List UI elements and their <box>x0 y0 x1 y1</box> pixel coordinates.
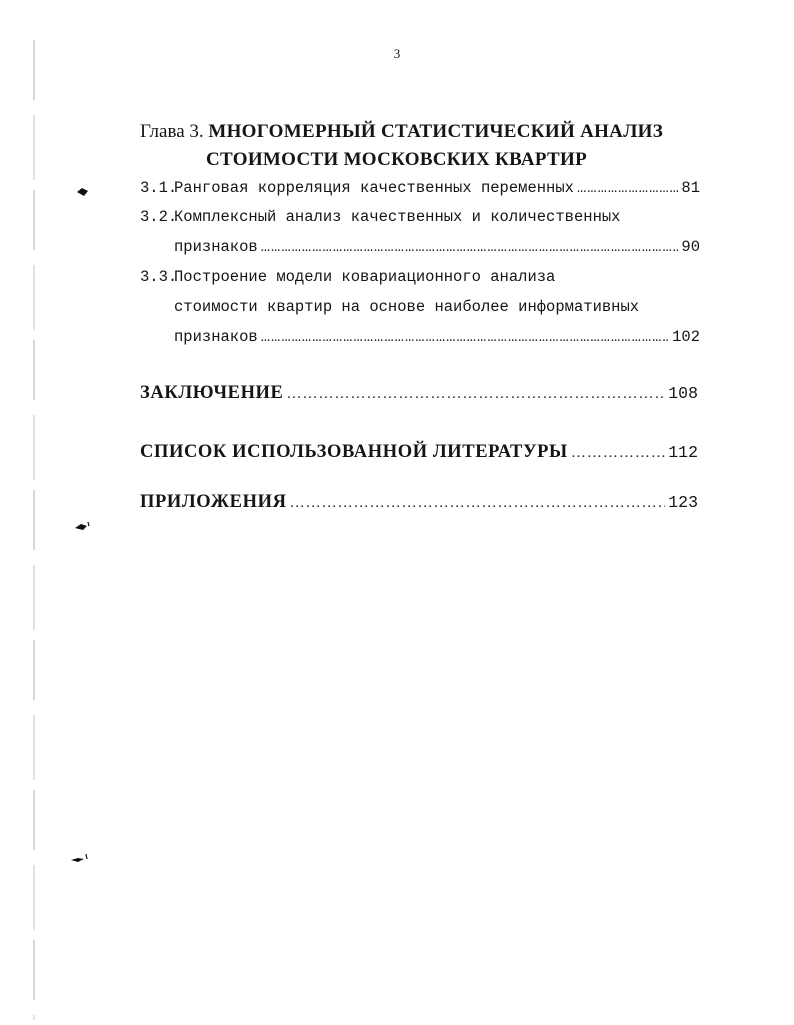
chapter-title-line1: МНОГОМЕРНЫЙ СТАТИСТИЧЕСКИЙ АНАЛИЗ <box>208 121 664 142</box>
scan-edge-line <box>33 40 35 1020</box>
toc-section-title: СПИСОК ИСПОЛЬЗОВАННОЙ ЛИТЕРАТУРЫ <box>140 442 568 462</box>
chapter-prefix: Глава 3. <box>140 121 204 142</box>
toc-item-number: 3.2. <box>140 208 178 226</box>
toc-leader-dots <box>571 440 665 466</box>
toc-section-page: 123 <box>668 493 698 512</box>
toc-section-page: 112 <box>668 443 698 462</box>
toc-item-page: 102 <box>672 328 700 346</box>
toc-section-title: ЗАКЛЮЧЕНИЕ <box>140 383 284 403</box>
toc-item-number: 3.3. <box>140 268 178 286</box>
toc-item-title: Построение модели ковариационного анализа <box>174 268 556 286</box>
toc-section-page: 108 <box>668 384 698 403</box>
page-number: 3 <box>393 46 401 61</box>
toc-item-title: Комплексный анализ качественных и количественных <box>174 208 621 226</box>
punch-mark-icon <box>74 520 88 532</box>
punch-mark-icon <box>70 852 84 864</box>
toc-section-appendices[interactable] <box>140 489 698 516</box>
chapter-title-line2: СТОИМОСТИ МОСКОВСКИХ КВАРТИР <box>206 149 588 170</box>
toc-item[interactable] <box>140 262 700 352</box>
toc-section-references[interactable] <box>140 439 698 466</box>
toc-item-number: 3.1. <box>140 179 178 197</box>
toc-leader-dots <box>577 173 678 203</box>
toc-leader-dots <box>261 232 679 262</box>
toc-leader-dots <box>261 322 669 352</box>
toc-item[interactable] <box>140 202 700 262</box>
toc-item-title: Ранговая корреляция качественных переменных <box>174 179 574 197</box>
toc-item[interactable] <box>140 173 700 203</box>
toc-item-title-continued: признаков <box>174 328 258 346</box>
toc-item-title-continued: стоимости квартир на основе наиболее информативных <box>174 298 640 316</box>
toc-item-page: 81 <box>681 179 700 197</box>
toc-leader-dots <box>290 490 666 516</box>
toc-leader-dots <box>287 381 666 407</box>
toc-item-title-continued: признаков <box>174 238 258 256</box>
punch-mark-icon <box>76 186 90 198</box>
toc-section-conclusion[interactable] <box>140 380 698 407</box>
toc-item-page: 90 <box>681 238 700 256</box>
toc-section-title: ПРИЛОЖЕНИЯ <box>140 492 287 512</box>
chapter-heading <box>140 118 700 174</box>
